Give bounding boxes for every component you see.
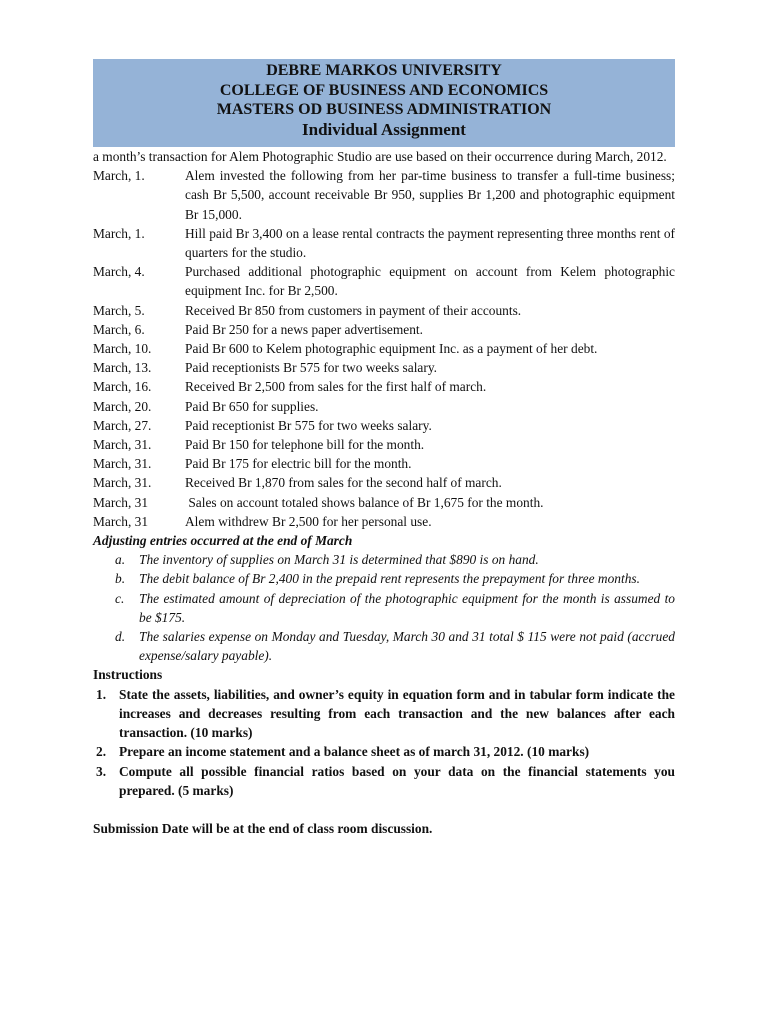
header-banner (93, 59, 675, 147)
transaction-date: March, 31 (93, 494, 149, 510)
intro-paragraph: a month’s transaction for Alem Photographic Studio are use based on their occurrence during March, 2012. (93, 149, 667, 164)
transaction-row (93, 262, 675, 300)
transaction-text: Alem invested the following from her par-time business to transfer a full-time business; cash Br 5,500, account receivable Br 950, supplies Br 1,200 and photographic equipment Br 15,000. (185, 168, 675, 222)
instruction-text: Prepare an income statement and a balance sheet as of march 31, 2012. (10 marks) (119, 744, 590, 760)
transaction-row (93, 454, 675, 473)
list-marker: 3. (96, 763, 107, 779)
transaction-text: Paid Br 600 to Kelem photographic equipment Inc. as a payment of her debt. (185, 341, 598, 357)
college-name: COLLEGE OF BUSINESS AND ECONOMICS (219, 81, 549, 99)
adjusting-entry (93, 550, 675, 569)
transaction-date: March, 31. (93, 456, 152, 472)
transaction-row (93, 512, 675, 531)
transaction-text: Received Br 850 from customers in payment of their accounts. (185, 302, 522, 318)
transaction-date: March, 31. (93, 475, 152, 491)
transaction-row (93, 301, 675, 320)
list-marker: a. (115, 552, 126, 568)
adjusting-entry-text: The inventory of supplies on March 31 is determined that $890 is on hand. (139, 552, 539, 568)
adjusting-entry-text: The estimated amount of depreciation of the photographic equipment for the month is assumed to be $175. (139, 590, 675, 625)
adjusting-entry (93, 589, 675, 627)
transaction-date: March, 20. (93, 398, 152, 414)
transaction-row (93, 166, 675, 224)
transaction-text: Hill paid Br 3,400 on a lease rental contracts the payment representing three months rent of quarters for the studio. (185, 225, 675, 261)
transaction-row (93, 320, 675, 339)
instruction-item (93, 742, 675, 761)
list-marker: d. (115, 629, 126, 645)
transaction-text: Paid Br 250 for a news paper advertisement. (185, 321, 423, 337)
transaction-text: Paid Br 650 for supplies. (185, 398, 319, 414)
transaction-text: Sales on account totaled shows balance of Br 1,675 for the month. (185, 494, 544, 510)
transaction-text: Alem withdrew Br 2,500 for her personal use. (185, 513, 432, 529)
transaction-row (93, 416, 675, 435)
instruction-text: Compute all possible financial ratios based on your data on the financial statements you prepared. (5 marks) (119, 763, 675, 798)
transaction-row (93, 377, 675, 396)
adjusting-entry (93, 627, 675, 665)
transaction-text: Paid Br 175 for electric bill for the month. (185, 456, 412, 472)
program-name: MASTERS OD BUSINESS ADMINISTRATION (216, 101, 552, 118)
transaction-row (93, 493, 675, 512)
transaction-row (93, 339, 675, 358)
transaction-date: March, 4. (93, 264, 145, 280)
list-marker: b. (115, 571, 126, 587)
transaction-date: March, 13. (93, 360, 152, 376)
transaction-row (93, 473, 675, 492)
transaction-date: March, 1. (93, 225, 145, 241)
transaction-text: Paid receptionist Br 575 for two weeks salary. (185, 417, 432, 433)
transaction-text: Paid Br 150 for telephone bill for the month. (185, 437, 425, 453)
instruction-text: State the assets, liabilities, and owner’s equity in equation form and in tabular form indicate the increases and decreases resulting from each transaction and the new balances after each transaction. (10 marks) (119, 686, 675, 741)
adjusting-entries-list (93, 550, 675, 665)
instructions-title: Instructions (93, 667, 163, 683)
instruction-item (93, 762, 675, 800)
transaction-row (93, 358, 675, 377)
list-marker: 1. (96, 686, 107, 702)
instructions-list (93, 685, 675, 800)
transaction-date: March, 5. (93, 302, 145, 318)
transaction-row (93, 435, 675, 454)
transaction-date: March, 6. (93, 321, 145, 337)
list-marker: c. (115, 590, 125, 606)
transaction-date: March, 10. (93, 341, 152, 357)
transaction-list (93, 166, 675, 531)
adjusting-entry-text: The debit balance of Br 2,400 in the prepaid rent represents the prepayment for three months. (139, 571, 640, 587)
adjusting-entries-title: Adjusting entries occurred at the end of March (93, 533, 353, 549)
assignment-title: Individual Assignment (302, 119, 466, 139)
transaction-date: March, 27. (93, 417, 152, 433)
transaction-row (93, 397, 675, 416)
list-marker: 2. (96, 744, 107, 760)
transaction-row (93, 224, 675, 262)
adjusting-entry-text: The salaries expense on Monday and Tuesday, March 30 and 31 total $ 115 were not paid (accrued expense/salary payable). (139, 629, 675, 664)
university-name: DEBRE MARKOS UNIVERSITY (266, 62, 502, 79)
transaction-text: Purchased additional photographic equipment on account from Kelem photographic equipment Inc. for Br 2,500. (185, 264, 675, 299)
submission-note: Submission Date will be at the end of class room discussion. (93, 820, 433, 836)
transaction-text: Paid receptionists Br 575 for two weeks salary. (185, 360, 438, 376)
transaction-text: Received Br 2,500 from sales for the first half of march. (185, 379, 487, 395)
document-body (93, 147, 675, 838)
transaction-date: March, 1. (93, 168, 145, 184)
transaction-date: March, 16. (93, 379, 152, 395)
adjusting-entry (93, 569, 675, 588)
transaction-date: March, 31 (93, 513, 149, 529)
instruction-item (93, 685, 675, 743)
assignment-page (93, 59, 675, 838)
transaction-text: Received Br 1,870 from sales for the second half of march. (185, 475, 502, 491)
transaction-date: March, 31. (93, 437, 152, 453)
